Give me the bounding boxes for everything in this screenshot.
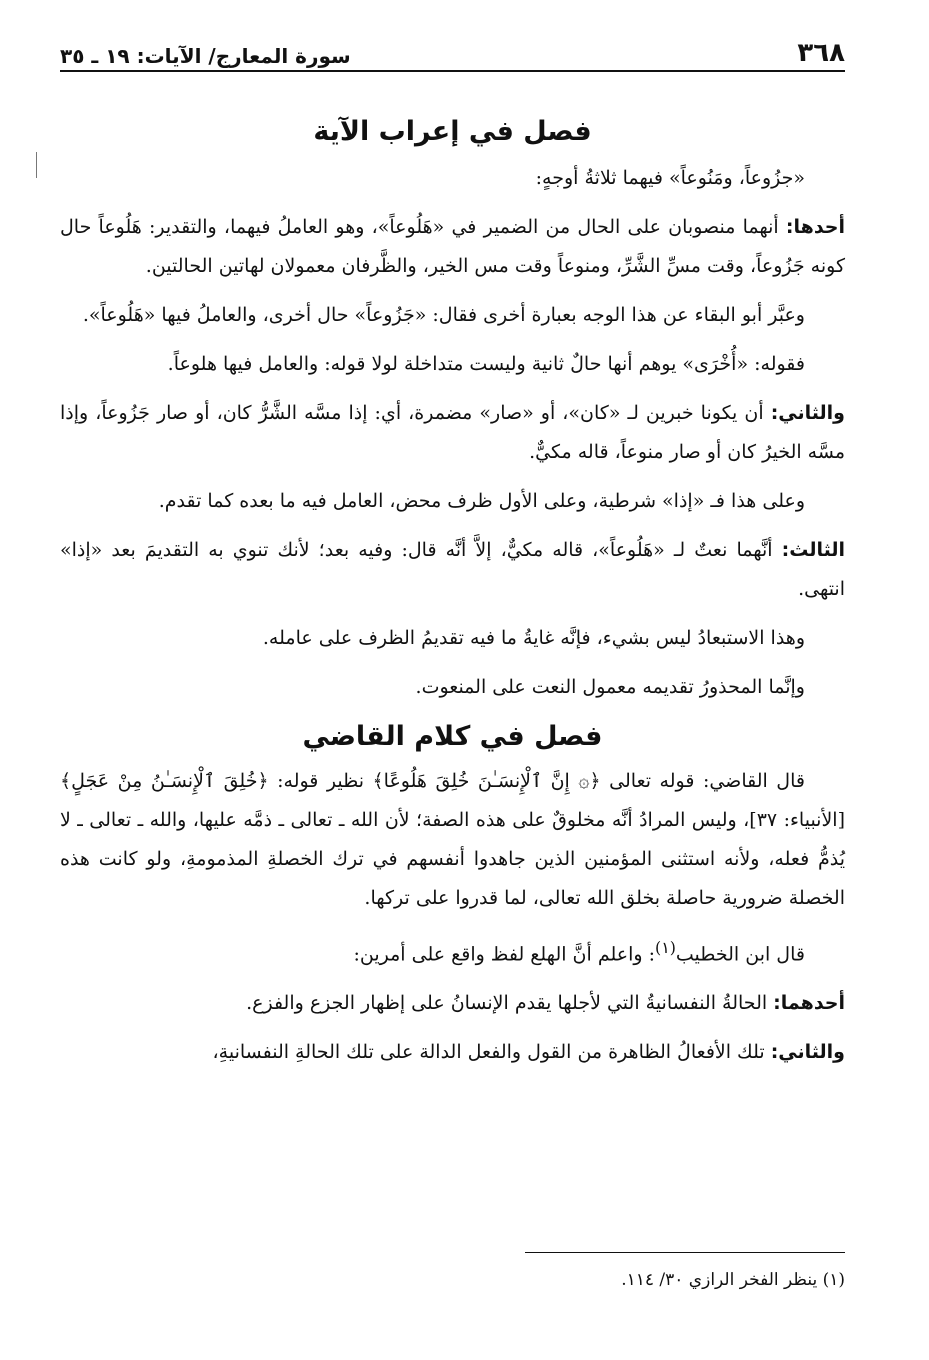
book-page	[60, 30, 845, 1330]
section-title-iraab: فصل في إعراب الآية	[313, 116, 592, 147]
paragraph-second-matter	[60, 1033, 845, 1072]
paragraph-text: تلك الأفعالُ الظاهرة من القول والفعل الدالة على تلك الحالةِ النفسانيةِ،	[212, 1041, 771, 1064]
paragraph-text: أنَّهما نعتٌ لـ «هَلُوعاً»، قاله مكيٌّ، إلاَّ أنَّه قال: وفيه بعد؛ لأنك تنوي به التقديمَ بعد «إذا» انتهى.	[60, 539, 845, 600]
paragraph-lead: الثالث:	[781, 539, 845, 561]
paragraph-lead: والثاني:	[770, 1041, 845, 1064]
paragraph-text: الحالةُ النفسانيةُ التي لأجلها يقدم الإنسانُ على إظهار الجزع والفزع.	[246, 992, 774, 1015]
paragraph-conditional	[60, 482, 845, 521]
margin-mark	[36, 152, 37, 178]
paragraph-text: قال القاضي: قوله تعالى ﴿۞ إِنَّ ٱلْإِنسَـٰنَ خُلِقَ هَلُوعًا﴾ نظير قوله: ﴿خُلِقَ ٱلْإِنسَـٰنُ مِنْ عَجَلٍ﴾ [الأنبياء: ٣٧]، وليس المرادُ أنَّه مخلوقٌ على هذه الصفة؛ لأن الله ـ تعالى ـ ذمَّه عليها، والله ـ تعالى ـ لا يُذمُّ فعله، ولأنه استثنى المؤمنين الذين جاهدوا أنفسهم في ترك الخصلةِ المذمومةِ، ولو كانت هذه الخصلة ضرورية حاصلة بخلق الله تعالى، لما قدروا على تركها.	[60, 770, 845, 909]
paragraph-text: وهذا الاستبعادُ ليس بشيء، فإنَّه غايةُ ما فيه تقديمُ الظرف على عامله.	[262, 627, 805, 649]
paragraph-third-aspect	[60, 531, 845, 609]
paragraph-second-aspect	[60, 394, 845, 472]
paragraph-text: قال ابن الخطيب	[675, 943, 805, 966]
paragraph-first-matter	[60, 984, 845, 1023]
paragraph-intro	[60, 159, 845, 198]
paragraph-ibn-alkhatib	[60, 928, 845, 974]
paragraph-text-continued: : واعلم أنَّ الهلع لفظ واقع على أمرين:	[353, 943, 655, 966]
paragraph-lead: أحدهما:	[773, 992, 845, 1015]
paragraph-first-aspect	[60, 208, 845, 286]
paragraph-lead: أحدها:	[785, 216, 845, 238]
paragraph-text: أنهما منصوبان على الحال من الضمير في «هَلُوعاً»، وهو العاملُ فيهما، والتقدير: هَلُوعاً حال كونه جَزُوعاً، وقت مسِّ الشَّرِّ، ومنوعاً وقت مس الخير، والظَّرفان معمولان لهاتين الحالتين.	[60, 216, 845, 277]
paragraph-caveat	[60, 668, 845, 707]
paragraph-abu-albaqaa	[60, 296, 845, 335]
footnote: (١) ينظر الفخر الرازي ٣٠/ ١١٤.	[621, 1270, 845, 1290]
paragraph-text: فقوله: «أُخْرَى» يوهم أنها حالٌ ثانية وليست متداخلة لولا قوله: والعامل فيها هلوعاً.	[167, 353, 805, 375]
paragraph-lead: والثاني:	[770, 402, 845, 424]
paragraph-text: وعلى هذا فـ «إذا» شرطية، وعلى الأول ظرف محض، العامل فيه ما بعده كما تقدم.	[158, 490, 805, 512]
page-header	[60, 30, 845, 72]
footnote-marker[interactable]: (١)	[655, 938, 676, 957]
running-title: سورة المعارج/ الآيات: ١٩ ـ ٣٥	[60, 44, 351, 68]
paragraph-commentary	[60, 345, 845, 384]
section-title-qadi: فصل في كلام القاضي	[302, 721, 603, 752]
paragraph-qadi	[60, 762, 845, 918]
paragraph-text: أن يكونا خبرين لـ «كان»، أو «صار» مضمرة، أي: إذا مسَّه الشَّرُّ كان، أو صار جَزُوعاً، وإذا مسَّه الخيرُ كان أو صار منوعاً، قاله مكيٌّ.	[60, 402, 845, 463]
paragraph-text: «جزُوعاً، ومَنُوعاً» فيهما ثلاثةُ أوجهٍ:	[535, 167, 805, 189]
footnote-divider	[525, 1252, 845, 1253]
paragraph-objection	[60, 619, 845, 658]
paragraph-text: وعبَّر أبو البقاء عن هذا الوجه بعبارة أخرى فقال: «جَزُوعاً» حال أخرى، والعاملُ فيها «هَلُوعاً».	[82, 304, 805, 326]
page-number: ٣٦٨	[797, 38, 845, 68]
paragraph-text: وإنَّما المحذورُ تقديمه معمول النعت على المنعوت.	[415, 676, 805, 698]
